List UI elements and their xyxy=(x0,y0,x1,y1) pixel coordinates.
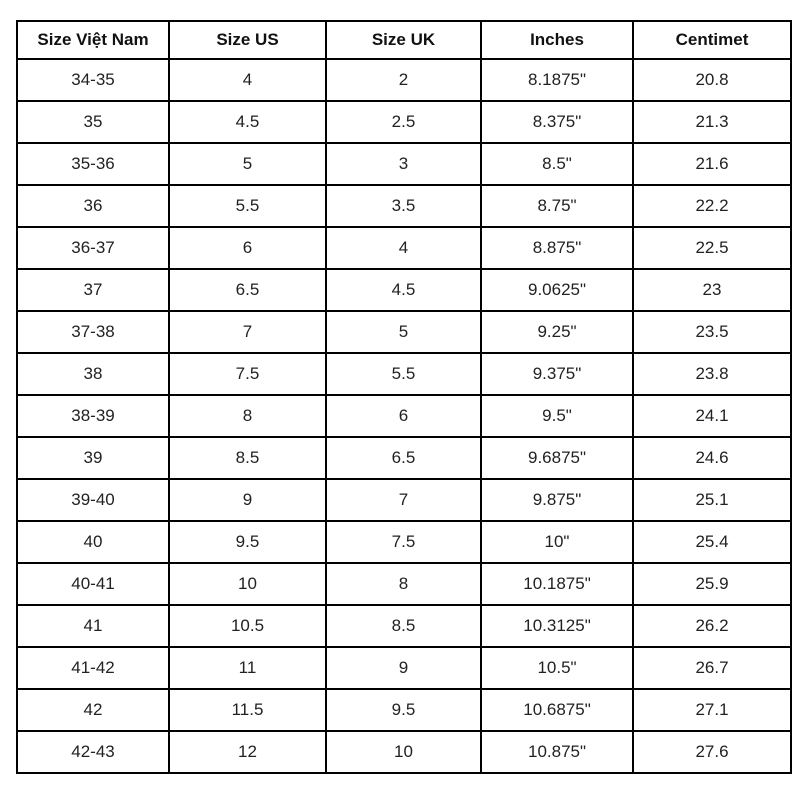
size-chart-container xyxy=(16,20,792,774)
table-cell: 8.5 xyxy=(326,605,481,647)
table-row xyxy=(17,311,791,353)
table-row xyxy=(17,395,791,437)
table-cell: 38 xyxy=(17,353,169,395)
table-cell: 11.5 xyxy=(169,689,326,731)
table-cell: 24.1 xyxy=(633,395,791,437)
shoe-size-conversion-table xyxy=(16,20,792,774)
table-row xyxy=(17,269,791,311)
table-cell: 40 xyxy=(17,521,169,563)
table-cell: 10.3125" xyxy=(481,605,633,647)
table-cell: 25.9 xyxy=(633,563,791,605)
table-cell: 4 xyxy=(169,59,326,101)
table-cell: 42 xyxy=(17,689,169,731)
table-body xyxy=(17,59,791,773)
table-row xyxy=(17,227,791,269)
table-cell: 4.5 xyxy=(326,269,481,311)
table-cell: 8 xyxy=(169,395,326,437)
table-cell: 5 xyxy=(326,311,481,353)
table-cell: 9.875" xyxy=(481,479,633,521)
table-cell: 22.2 xyxy=(633,185,791,227)
table-cell: 23.8 xyxy=(633,353,791,395)
table-cell: 8.1875" xyxy=(481,59,633,101)
table-cell: 5.5 xyxy=(169,185,326,227)
table-cell: 8.5 xyxy=(169,437,326,479)
table-cell: 9.375" xyxy=(481,353,633,395)
table-cell: 2 xyxy=(326,59,481,101)
table-cell: 40-41 xyxy=(17,563,169,605)
table-cell: 23.5 xyxy=(633,311,791,353)
table-cell: 24.6 xyxy=(633,437,791,479)
table-cell: 3.5 xyxy=(326,185,481,227)
column-header: Centimet xyxy=(633,21,791,59)
table-cell: 36 xyxy=(17,185,169,227)
table-row xyxy=(17,101,791,143)
table-cell: 26.7 xyxy=(633,647,791,689)
table-cell: 6 xyxy=(169,227,326,269)
table-cell: 5.5 xyxy=(326,353,481,395)
table-cell: 10.5 xyxy=(169,605,326,647)
table-cell: 9.5" xyxy=(481,395,633,437)
table-cell: 8.375" xyxy=(481,101,633,143)
table-cell: 10.875" xyxy=(481,731,633,773)
table-cell: 7.5 xyxy=(326,521,481,563)
table-row xyxy=(17,605,791,647)
table-cell: 42-43 xyxy=(17,731,169,773)
table-cell: 41-42 xyxy=(17,647,169,689)
table-cell: 35-36 xyxy=(17,143,169,185)
table-cell: 23 xyxy=(633,269,791,311)
table-row xyxy=(17,647,791,689)
table-cell: 4 xyxy=(326,227,481,269)
table-cell: 37-38 xyxy=(17,311,169,353)
table-header-row xyxy=(17,21,791,59)
table-cell: 3 xyxy=(326,143,481,185)
table-cell: 12 xyxy=(169,731,326,773)
table-cell: 9 xyxy=(169,479,326,521)
table-cell: 27.6 xyxy=(633,731,791,773)
table-cell: 8 xyxy=(326,563,481,605)
table-cell: 10.5" xyxy=(481,647,633,689)
table-cell: 8.75" xyxy=(481,185,633,227)
table-cell: 7 xyxy=(326,479,481,521)
table-cell: 9.5 xyxy=(169,521,326,563)
table-row xyxy=(17,353,791,395)
table-cell: 2.5 xyxy=(326,101,481,143)
table-cell: 22.5 xyxy=(633,227,791,269)
table-cell: 21.6 xyxy=(633,143,791,185)
table-cell: 6.5 xyxy=(326,437,481,479)
column-header: Size US xyxy=(169,21,326,59)
table-cell: 36-37 xyxy=(17,227,169,269)
table-cell: 6.5 xyxy=(169,269,326,311)
table-cell: 25.1 xyxy=(633,479,791,521)
table-cell: 7.5 xyxy=(169,353,326,395)
table-cell: 25.4 xyxy=(633,521,791,563)
table-row xyxy=(17,563,791,605)
table-cell: 39-40 xyxy=(17,479,169,521)
table-cell: 5 xyxy=(169,143,326,185)
table-cell: 10.1875" xyxy=(481,563,633,605)
table-cell: 10 xyxy=(326,731,481,773)
table-row xyxy=(17,689,791,731)
table-cell: 37 xyxy=(17,269,169,311)
table-cell: 38-39 xyxy=(17,395,169,437)
table-row xyxy=(17,143,791,185)
table-cell: 8.5" xyxy=(481,143,633,185)
table-cell: 4.5 xyxy=(169,101,326,143)
table-row xyxy=(17,59,791,101)
table-cell: 10.6875" xyxy=(481,689,633,731)
table-cell: 26.2 xyxy=(633,605,791,647)
table-row xyxy=(17,437,791,479)
table-row xyxy=(17,479,791,521)
table-cell: 21.3 xyxy=(633,101,791,143)
table-cell: 20.8 xyxy=(633,59,791,101)
table-cell: 11 xyxy=(169,647,326,689)
table-cell: 7 xyxy=(169,311,326,353)
table-row xyxy=(17,731,791,773)
table-cell: 9.5 xyxy=(326,689,481,731)
table-cell: 10 xyxy=(169,563,326,605)
table-cell: 10" xyxy=(481,521,633,563)
column-header: Size Việt Nam xyxy=(17,21,169,59)
table-cell: 9.6875" xyxy=(481,437,633,479)
table-cell: 34-35 xyxy=(17,59,169,101)
table-cell: 9 xyxy=(326,647,481,689)
table-cell: 35 xyxy=(17,101,169,143)
table-cell: 27.1 xyxy=(633,689,791,731)
column-header: Inches xyxy=(481,21,633,59)
table-row xyxy=(17,521,791,563)
table-row xyxy=(17,185,791,227)
table-cell: 6 xyxy=(326,395,481,437)
table-cell: 8.875" xyxy=(481,227,633,269)
table-cell: 39 xyxy=(17,437,169,479)
column-header: Size UK xyxy=(326,21,481,59)
table-cell: 9.25" xyxy=(481,311,633,353)
table-cell: 9.0625" xyxy=(481,269,633,311)
table-cell: 41 xyxy=(17,605,169,647)
